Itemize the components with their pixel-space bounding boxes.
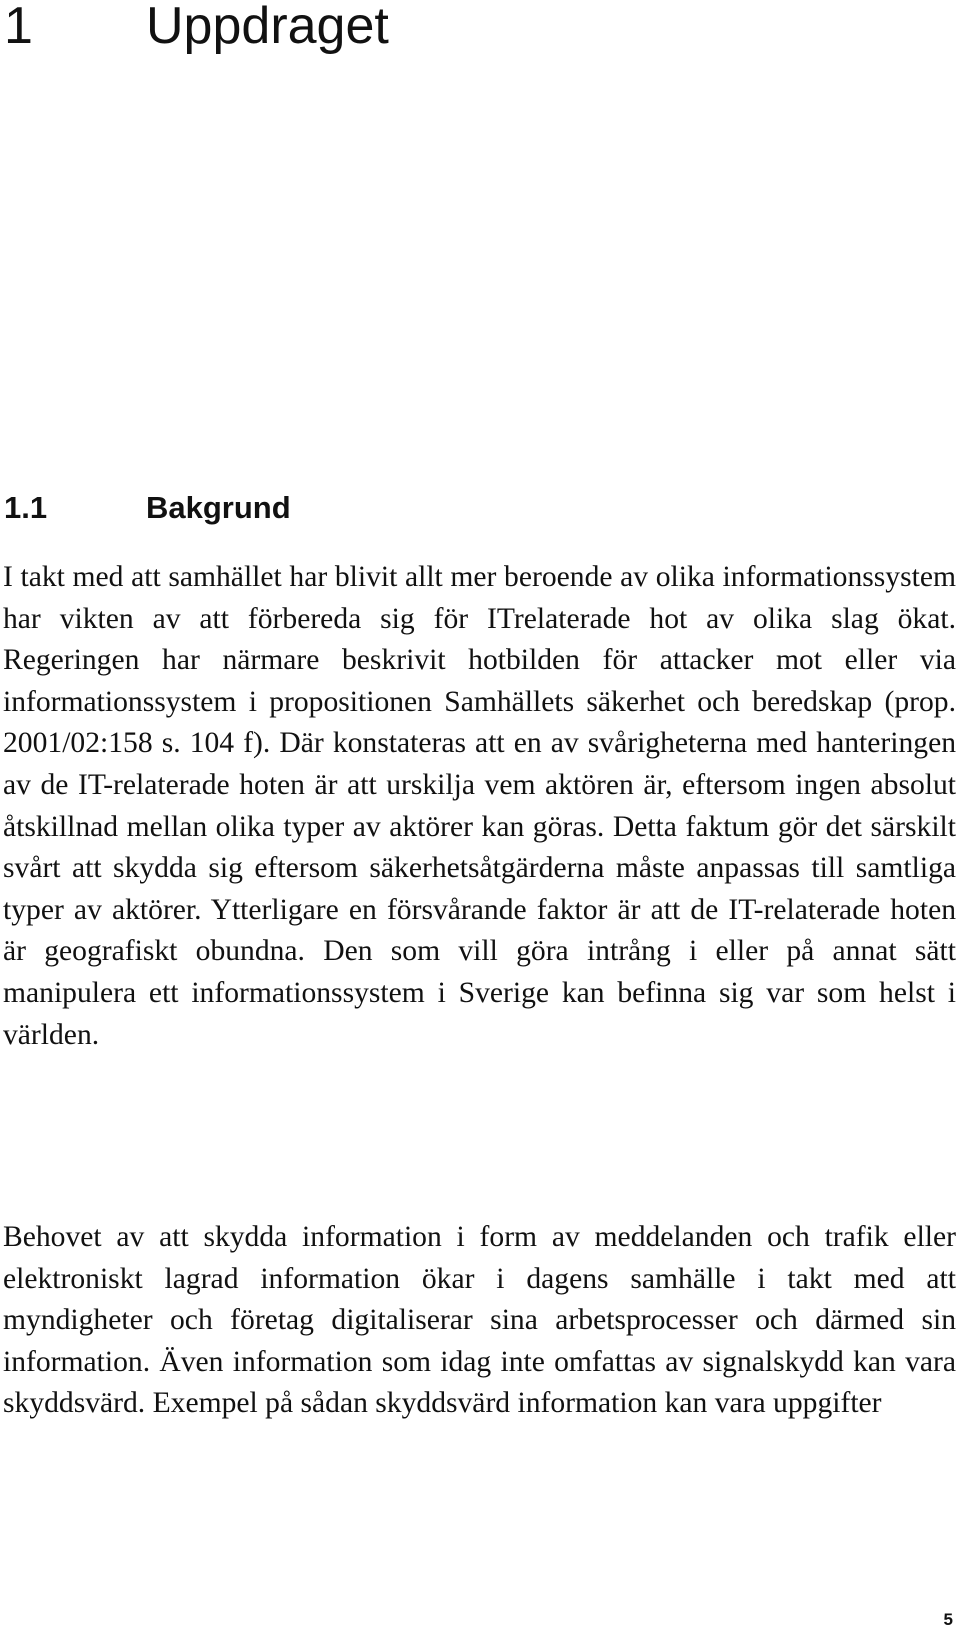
page-number: 5 [943, 1610, 953, 1629]
body-paragraph-1: I takt med att samhället har blivit allt mer beroende av olika informationssystem har vikten av att förbereda sig för ITrelaterade hot av olika slag ökat. Regeringen har närmare beskrivit hotbilden för attacker mot eller via informationssystem i propositionen Samhällets säkerhet och beredskap (prop. 2001/02:158 s. 104 f). Där konstateras att en av svårigheterna med hanteringen av de IT-relaterade hoten är att urskilja vem aktören är, eftersom ingen absolut åtskillnad mellan olika typer av aktörer kan göras. Detta faktum gör det särskilt svårt att skydda sig eftersom säkerhetsåtgärderna måste anpassas till samtliga typer av aktörer. Ytterligare en försvårande faktor är att de IT-relaterade hoten är geografiskt obundna. Den som vill göra intrång i eller på annat sätt manipulera ett informationssystem i Sverige kan befinna sig var som helst i världen. [3, 561, 956, 1051]
chapter-title: Uppdraget [146, 0, 389, 55]
body-paragraph-2: Behovet av att skydda information i form av meddelanden och trafik eller elektroniskt lagrad information ökar i dagens samhälle i takt med att myndigheter och företag digitaliserar sina arbetsprocesser och därmed sin information. Även information som idag inte omfattas av signalskydd kan vara skyddsvärd. Exempel på sådan skyddsvärd information kan vara uppgifter [3, 1221, 956, 1420]
chapter-number: 1 [4, 0, 33, 55]
section-heading [0, 490, 960, 530]
section-title: Bakgrund [146, 490, 291, 525]
section-number: 1.1 [4, 490, 48, 525]
chapter-heading [0, 0, 960, 60]
